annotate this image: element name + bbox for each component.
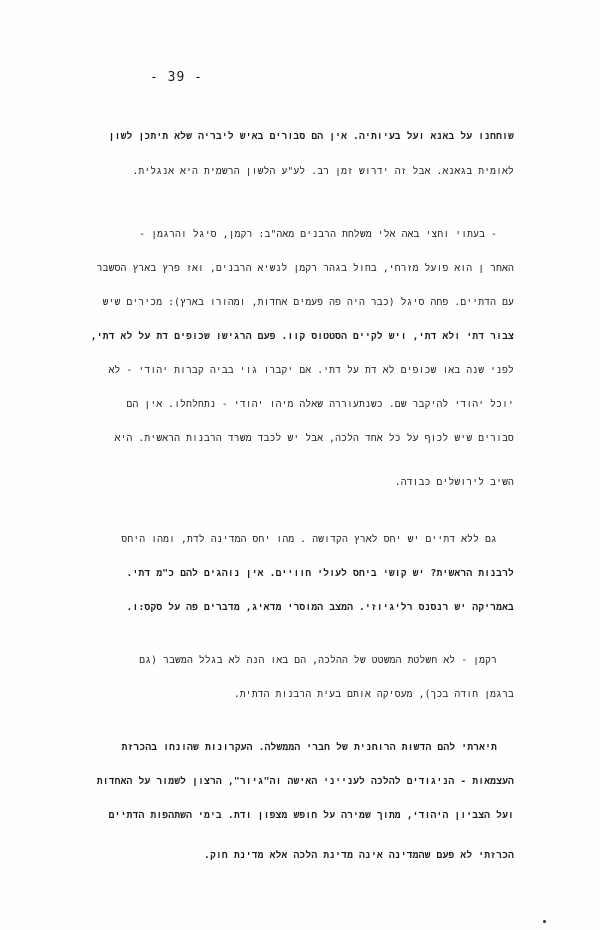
text-line: גם ללא דתיים יש יחס לארץ הקדושה . מהו יחס המדינה לדת, ומהו היחס [121,534,497,545]
text-line: הכרזתי לא פעם שהמדינה אינה מדינת הלכה אלא מדינת חוק. [204,850,514,861]
text-line: עם הדתיים. פחה סיגל (כבר היה פה פעמים אחדות, ומהורו בארץ): מכירים שיש [102,297,514,308]
text-line: העצמאות - הניגודים להלכה לענייני האישה וה"גיור", הרצון לשמור על האחדות [96,776,514,787]
page-number: - 39 - [150,70,203,85]
text-line: באמריקה יש רנסנס רליגיוזי. המצב המוסרי מדאיג, מדברים פה על סקס:ו. [126,602,514,613]
text-line: תיארתי להם הדשות הרוחנית של חברי הממשלה. העקרונות שהונחו בהכרזת [121,742,497,753]
scan-speck [543,920,546,923]
text-line: יוכל יהודי להיקבר שם. כשנתעוררה שאלה מיהו יהודי - נתחלחלו. אין הם [126,399,514,410]
text-line: - בעתוי וחצי באה אלי משלחת הרבנים מאה"ב: רקמן, סיגל והרגמן - [139,229,497,240]
text-line: לפני שנה באו שכופים לא דת על דתי. אם יקברו גוי בביה קברות יהודי - לא [108,365,514,376]
text-line: השיב לירושלים כבודה. [394,477,514,488]
text-line: צבור דתי ולא דתי, ויש לקיים הסטטוס קוו. פעם הרגישו שכופים דת על לא דתי, [90,331,514,342]
text-line: לאומית בגאנא. אבל זה ידרוש זמן רב. לע"ע הלשון הרשמית היא אנגלית. [132,166,514,177]
text-line: לרבנות הראשית? יש קושי ביחס לעולי חוויים. אין נוהגים להם כ"מ דתי. [126,568,514,579]
text-line: ברגמן חודה בכך), מעסיקה אותם בעית הרבנות הדתית. [233,689,514,700]
text-line: האחר ן הוא פועל מזרחי, בחול בגהר רקמן לנשיא הרבנים, ואז פרץ בארץ הסשבר [96,263,514,274]
text-line: סבורים שיש לכוף על כל אחד הלכה, אבל יש לכבד משרד הרבנות הראשית. היא [114,433,514,444]
text-line: ועל הצביון היהודי, מתוך שמירה על חופש מצפון ודת. בימי השתהפות הדתיים [108,810,514,821]
text-line: רקמן - לא חשלטת המשטט של ההלכה, הם באו הנה לא בגלל המשבר (גם [139,655,497,666]
text-line: שוחחנו על באנא ועל בעיותיה. אין הם סבורים באיש ליבריה שלא תיתכן לשון [108,131,514,142]
